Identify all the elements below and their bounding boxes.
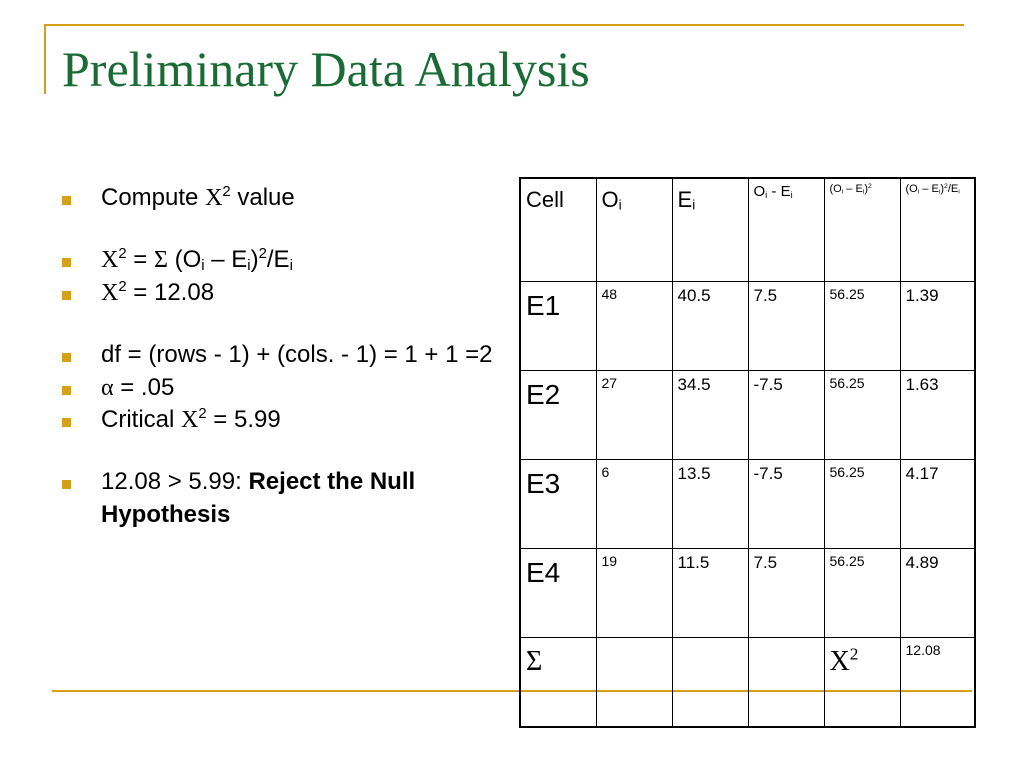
header-text: – E [843,183,863,195]
subscript: i [765,189,768,200]
chi-symbol: X [101,247,119,274]
header-text: (O [829,183,842,195]
header-text: – E [919,183,939,195]
table-row [520,549,975,638]
chi-symbol: X [181,406,199,433]
bullet-alpha [62,372,502,404]
top-rule [44,24,964,26]
exponent: 2 [198,406,207,423]
row-observed: 19 [596,549,672,638]
bullet-text: value [230,184,295,211]
row-cell-name: E2 [520,371,596,460]
empty-cell [596,638,672,728]
subscript: i [958,188,960,196]
header-text: /E [947,183,959,195]
header-observed [596,178,672,282]
header-row [520,178,975,282]
row-ratio: 1.63 [900,371,975,460]
bullet-text: 12.08 > 5.99: [101,468,249,496]
bullet-text: = 5.99 [206,405,281,433]
row-cell-name: E4 [520,549,596,638]
exponent: 2 [944,182,948,190]
bullet-critical [62,404,502,436]
bullet-compute [62,182,502,214]
subscript: i [692,197,696,213]
row-squared: 56.25 [824,549,900,638]
chi-symbol: X [829,646,850,677]
empty-cell [672,638,748,728]
header-text: O [601,187,619,212]
header-text: O [753,183,766,200]
table-row [520,282,975,371]
header-text: E [677,187,693,212]
row-squared: 56.25 [824,460,900,549]
row-difference: -7.5 [748,460,824,549]
table-row [520,371,975,460]
chi-square-label [824,638,900,728]
bullet-chi-value [62,277,502,309]
row-expected: 40.5 [672,282,748,371]
exponent: 2 [849,644,859,664]
bullet-text: Compute [101,184,206,211]
subscript: i [201,258,205,275]
row-difference: 7.5 [748,549,824,638]
header-difference [748,178,824,282]
exponent: 2 [868,182,872,190]
bullet-formula [62,244,502,276]
total-row [520,638,975,728]
row-squared: 56.25 [824,282,900,371]
row-cell-name: E3 [520,460,596,549]
bullet-text: = .05 [113,373,175,401]
header-expected [672,178,748,282]
subscript: i [841,188,844,196]
slide-title: Preliminary Data Analysis [62,41,590,97]
row-difference: -7.5 [748,371,824,460]
header-text: ) [940,183,945,195]
exponent: 2 [258,246,267,263]
sigma-cell: Σ [520,638,596,728]
bullet-list [62,182,502,531]
conclusion-text: Reject the Null Hypothesis [101,468,416,528]
formula-part: ) [250,246,259,274]
bullet-text: Critical [101,405,182,433]
bullet-text: = 12.08 [126,278,215,306]
header-text: - E [767,183,791,200]
chi-square-table [519,177,976,728]
formula-part: (O [167,246,202,274]
row-ratio: 4.17 [900,460,975,549]
row-cell-name: E1 [520,282,596,371]
table-row [520,460,975,549]
subscript: i [790,189,793,200]
sigma-symbol: Σ [153,247,168,274]
subscript: i [289,258,293,275]
row-observed: 27 [596,371,672,460]
chi-symbol: X [101,279,119,306]
header-text: ) [864,183,869,195]
row-expected: 13.5 [672,460,748,549]
subscript: i [917,188,920,196]
header-text: (O [905,183,918,195]
subscript: i [247,258,251,275]
exponent: 2 [222,184,231,201]
formula-part: /E [266,246,290,274]
bullet-df [62,339,502,371]
header-cell: Cell [520,178,596,282]
bullet-text: df = (rows - 1) + (cols. - 1) = 1 + 1 =2 [101,341,493,369]
row-ratio: 1.39 [900,282,975,371]
row-observed: 48 [596,282,672,371]
subscript: i [862,188,865,196]
left-rule [44,24,46,94]
alpha-symbol: α [101,374,114,401]
row-difference: 7.5 [748,282,824,371]
chi-square-total: 12.08 [900,638,975,728]
formula-part: – E [204,246,248,274]
exponent: 2 [118,278,127,295]
exponent: 2 [118,246,127,263]
row-observed: 6 [596,460,672,549]
row-ratio: 4.89 [900,549,975,638]
row-squared: 56.25 [824,371,900,460]
equals: = [126,246,154,274]
subscript: i [938,188,941,196]
row-expected: 11.5 [672,549,748,638]
chi-symbol: X [205,185,223,211]
row-expected: 34.5 [672,371,748,460]
bullet-conclusion [62,466,502,531]
subscript: i [618,197,622,213]
empty-cell [748,638,824,728]
header-ratio [900,178,975,282]
header-squared [824,178,900,282]
